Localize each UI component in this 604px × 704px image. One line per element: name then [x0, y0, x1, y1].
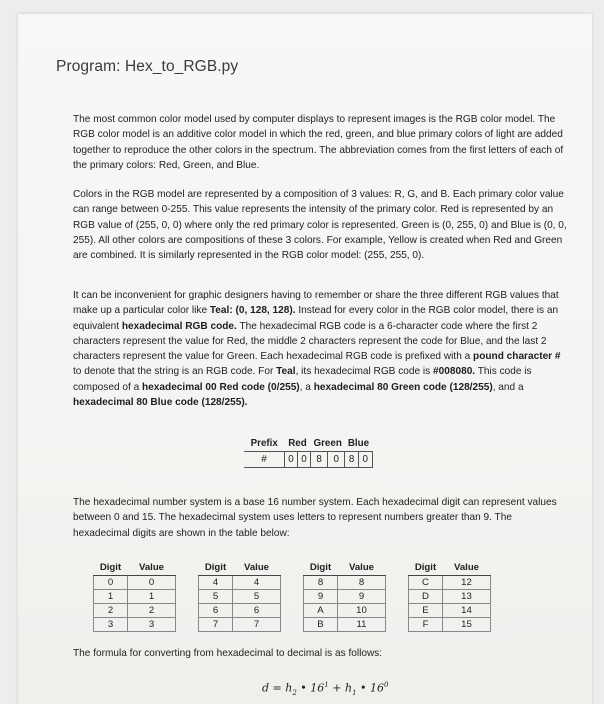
digit-header: Digit	[409, 560, 443, 576]
value-cell: 1	[128, 590, 176, 604]
digit-cell: 7	[199, 618, 233, 632]
digit-cell: 6	[199, 604, 233, 618]
digit-header: Digit	[94, 560, 128, 576]
table-row	[94, 604, 491, 618]
table-row	[94, 576, 491, 590]
digit-cell: D	[409, 590, 443, 604]
digit-cell: 4	[199, 576, 233, 590]
digit-cell: 1	[94, 590, 128, 604]
hex-code-table	[244, 436, 373, 468]
value-header: Value	[128, 560, 176, 576]
hex-digit-cell: 0	[358, 452, 372, 468]
value-cell: 0	[128, 576, 176, 590]
digit-cell: B	[304, 618, 338, 632]
value-cell: 7	[233, 618, 281, 632]
value-cell: 13	[443, 590, 491, 604]
value-cell: 15	[443, 618, 491, 632]
value-cell: 6	[233, 604, 281, 618]
hex-header-red: Red	[285, 436, 311, 452]
hex-digit-cell: 8	[311, 452, 328, 468]
digit-cell: F	[409, 618, 443, 632]
value-cell: 12	[443, 576, 491, 590]
value-header: Value	[338, 560, 386, 576]
hex-digit-cell: 0	[298, 452, 311, 468]
value-cell: 14	[443, 604, 491, 618]
digit-header: Digit	[199, 560, 233, 576]
value-cell: 9	[338, 590, 386, 604]
value-cell: 10	[338, 604, 386, 618]
digit-cell: 5	[199, 590, 233, 604]
hex-header-prefix: Prefix	[244, 436, 285, 452]
digit-cell: 2	[94, 604, 128, 618]
hex-digit-table	[93, 560, 491, 632]
digit-cell: E	[409, 604, 443, 618]
paragraph-hex-code: It can be inconvenient for graphic designers having to remember or share the three different RGB values that make up a particular color like Teal: (0, 128, 128). Instead for every color in the RGB color model, there is an equivalent hexadecimal RGB code. The hexadecimal RGB code is a 6-character code where the first 2 characters represent the value for Red, the middle 2 characters represent the code for Blue, and the last 2 characters represent the value for Green. Each hexadecimal RGB code is prefixed with a pound character # to denote that the string is an RGB code. For Teal, its hexadecimal RGB code is #008080. This code is composed of a hexadecimal 00 Red code (0/255), a hexadecimal 80 Green code (128/255), and a hexadecimal 80 Blue code (128/255).	[73, 290, 561, 409]
value-cell: 8	[338, 576, 386, 590]
value-cell: 2	[128, 604, 176, 618]
page-title: Program: Hex_to_RGB.py	[56, 58, 239, 75]
paragraph-hex-system: The hexadecimal number system is a base 16 number system. Each hexadecimal digit can represent values between 0 and 15. The hexadecimal system uses letters to represent numbers greater than 9. The hexadecimal digits are shown in the table below:	[73, 497, 557, 539]
value-header: Value	[233, 560, 281, 576]
value-header: Value	[443, 560, 491, 576]
value-cell: 5	[233, 590, 281, 604]
paragraph-rgb-values: Colors in the RGB model are represented by a composition of 3 values: R, G, and B. Each primary color value can range between 0-255. This value represents the intensity of the primary color. Red is represented by an RGB value of (255, 0, 0) where only the red primary color is represented. Green is (0, 255, 0) and Blue is (0, 0, 255). All other colors are compositions of these 3 colors. For example, Yellow is created when Red and Green are combined. It is similarly represented in the RGB color model: (255, 255, 0).	[73, 189, 567, 262]
paragraph-rgb-intro: The most common color model used by computer displays to represent images is the RGB color model. The RGB color model is an additive color model in which the red, green, and blue primary colors of light are added together to reproduce the other colors in the spectrum. The abbreviation comes from the first letters of each of the primary colors: Red, Green, and Blue.	[73, 114, 564, 171]
digit-cell: A	[304, 604, 338, 618]
hex-digit-cell: 0	[328, 452, 345, 468]
digit-cell: 3	[94, 618, 128, 632]
hex-header-blue: Blue	[345, 436, 372, 452]
document-page	[18, 14, 592, 704]
hex-header-green: Green	[311, 436, 345, 452]
value-cell: 3	[128, 618, 176, 632]
value-cell: 11	[338, 618, 386, 632]
value-cell: 4	[233, 576, 281, 590]
digit-header: Digit	[304, 560, 338, 576]
digit-cell: C	[409, 576, 443, 590]
digit-cell: 8	[304, 576, 338, 590]
hex-digit-cell: 0	[285, 452, 298, 468]
formula-intro: The formula for converting from hexadecimal to decimal is as follows:	[73, 648, 383, 659]
table-row	[94, 618, 491, 632]
digit-cell: 0	[94, 576, 128, 590]
table-row	[94, 590, 491, 604]
hex-to-decimal-formula: $d = h_2$ • $16^1 + h_1$ • $16^0$	[262, 681, 389, 697]
hex-prefix-cell: #	[244, 452, 285, 468]
hex-digit-cell: 8	[345, 452, 359, 468]
digit-cell: 9	[304, 590, 338, 604]
